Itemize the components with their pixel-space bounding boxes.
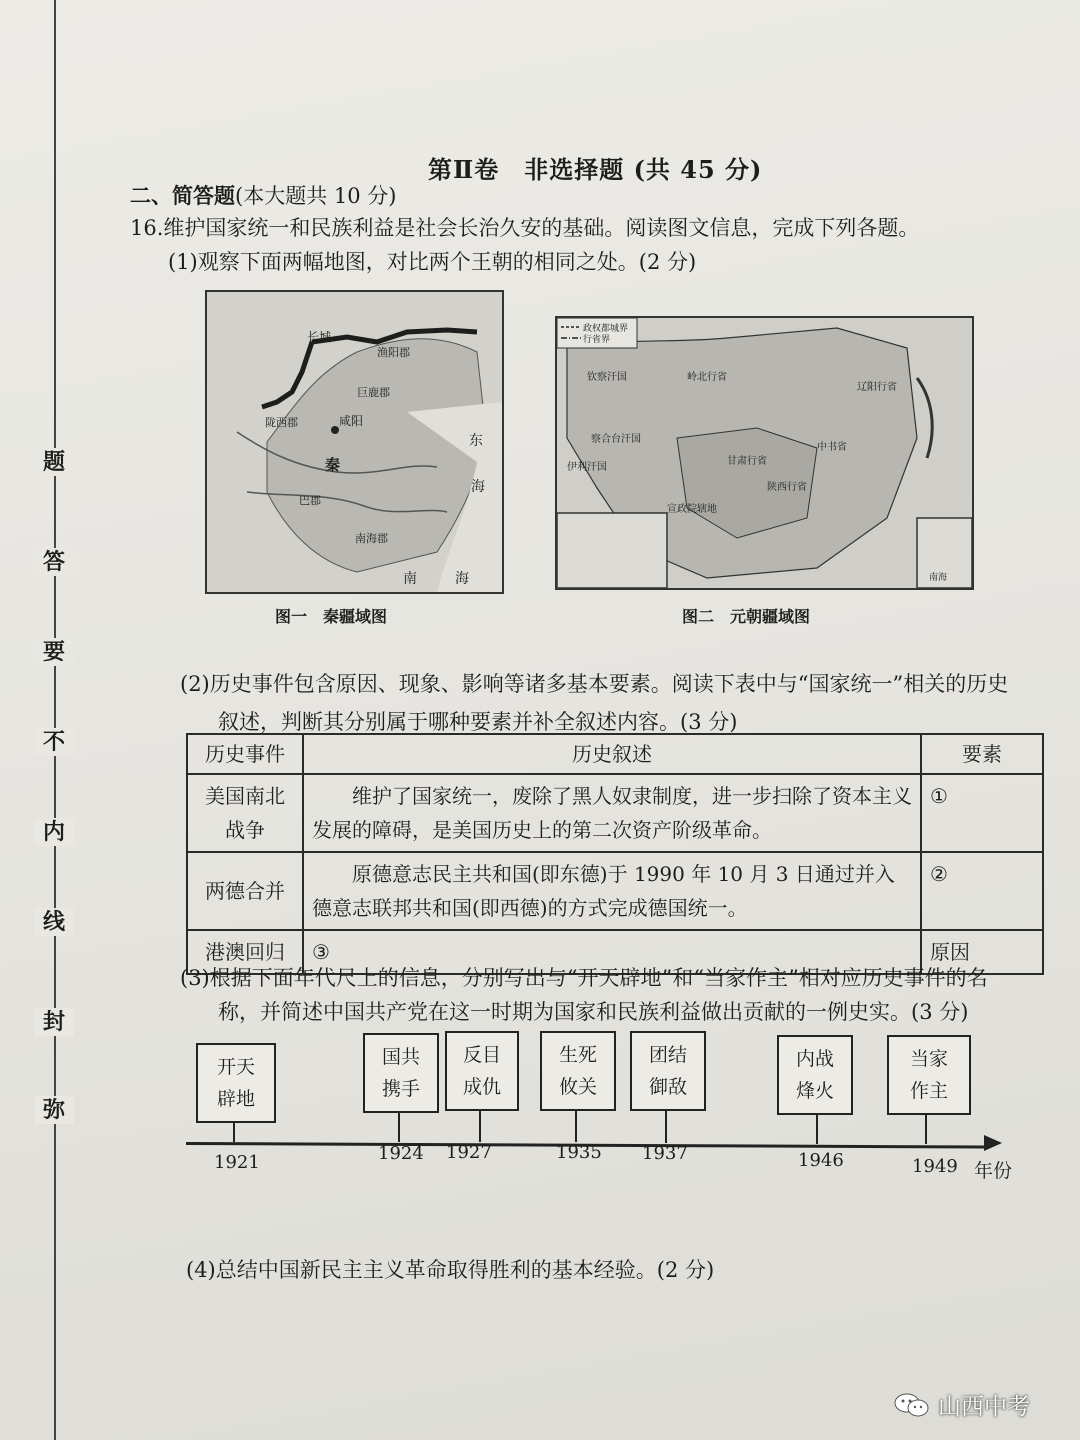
timeline-event-box	[630, 1031, 706, 1111]
timeline-year: 1946	[798, 1150, 844, 1171]
qin-territory-map	[205, 290, 504, 594]
timeline-stem	[398, 1111, 400, 1142]
narrative-cell: 维护了国家统一，废除了黑人奴隶制度，进一步扫除了资本主义发展的障碍，是美国历史上的第二次资产阶级革命。	[303, 774, 921, 852]
map1-label: 陇西郡	[265, 416, 298, 429]
margin-char: 要	[34, 638, 74, 666]
timeline-event-box	[196, 1043, 276, 1123]
timeline-event-text: 开天	[216, 1056, 255, 1078]
map1-label: 东	[469, 433, 483, 449]
map1-label: 南海郡	[355, 532, 388, 545]
map1-label: 秦	[325, 456, 341, 474]
question-16-part4: (4)总结中国新民主主义革命取得胜利的基本经验。(2 分)	[186, 1258, 715, 1282]
timeline-event-text: 成仇	[462, 1076, 501, 1098]
map2-label: 岭北行省	[687, 372, 727, 383]
paper-title: 第Ⅱ卷 非选择题 (共 45 分)	[428, 155, 763, 184]
table-row	[187, 852, 1043, 930]
map1-label: 海	[471, 479, 485, 495]
timeline-year: 1921	[214, 1152, 260, 1173]
map2-label: 辽阳行省	[857, 382, 897, 393]
map1-label: 巴郡	[299, 494, 321, 507]
watermark-text: 山西中考	[938, 1394, 1030, 1420]
timeline-event-text: 携手	[381, 1078, 420, 1100]
map2-label: 钦察汗国	[587, 372, 627, 383]
timeline-event-text: 团结	[648, 1044, 687, 1066]
question-16-stem: 16.维护国家统一和民族利益是社会长治久安的基础。阅读图文信息，完成下列各题。	[130, 216, 920, 240]
timeline-event-text: 反目	[462, 1044, 501, 1066]
map1-label: 咸阳	[339, 414, 364, 428]
map1-label: 南	[403, 571, 417, 587]
map2-legend-label: 政权都城界	[583, 324, 629, 334]
table-header-row	[187, 734, 1043, 774]
narrative-cell: 原德意志民主共和国(即东德)于 1990 年 10 月 3 日通过并入德意志联邦共和国(即西德)的方式完成德国统一。	[303, 852, 921, 930]
map1-caption: 图一 秦疆域图	[275, 607, 388, 626]
margin-char: 内	[34, 818, 74, 846]
table-header: 历史事件	[187, 734, 303, 774]
timeline-event-box	[445, 1031, 519, 1111]
margin-char: 不	[34, 728, 74, 756]
margin-char: 线	[34, 908, 74, 936]
timeline-unit-label: 年份	[974, 1160, 1013, 1182]
map1-label: 渔阳郡	[377, 346, 410, 359]
timeline-event-box	[540, 1031, 616, 1111]
timeline-event-text: 国共	[381, 1046, 420, 1068]
section-title: 二、简答题	[130, 183, 235, 208]
timeline-year: 1935	[556, 1142, 602, 1163]
element-cell: ②	[921, 852, 1043, 930]
question-16-part3-line2: 称，并简述中国共产党在这一时期为国家和民族利益做出贡献的一例史实。(3 分)	[218, 1000, 969, 1024]
wechat-icon	[893, 1392, 931, 1418]
timeline-event-text: 生死	[558, 1044, 597, 1066]
timeline-event-box	[887, 1035, 971, 1115]
question-16-part1: (1)观察下面两幅地图，对比两个王朝的相同之处。(2 分)	[168, 250, 697, 274]
timeline-year: 1949	[912, 1156, 958, 1177]
section-note: (本大题共 10 分)	[235, 184, 397, 208]
map2-legend-label: 行省界	[583, 335, 611, 345]
map2-label: 陕西行省	[767, 482, 807, 493]
timeline-stem	[233, 1121, 235, 1142]
history-events-table	[186, 733, 1044, 975]
map2-label: 察合台汗国	[591, 434, 641, 445]
timeline-event-text: 攸关	[558, 1076, 597, 1098]
binding-line	[54, 0, 56, 1440]
table-header: 要素	[921, 734, 1043, 774]
map2-label: 宣政院辖地	[667, 504, 717, 515]
question-16-part2-line1: (2)历史事件包含原因、现象、影响等诸多基本要素。阅读下表中与“国家统一”相关的历史	[180, 672, 1009, 696]
timeline-event-box	[363, 1033, 439, 1113]
map1-label: 海	[455, 571, 469, 587]
narrative-cell: ③	[303, 930, 921, 974]
timeline-event-text: 辟地	[216, 1088, 255, 1110]
margin-char: 答	[34, 548, 74, 576]
timeline-year: 1937	[642, 1143, 688, 1164]
table-header: 历史叙述	[303, 734, 921, 774]
timeline-arrow-icon	[984, 1135, 1002, 1151]
section-heading	[130, 180, 396, 210]
table-row	[187, 774, 1043, 852]
map1-label: 巨鹿郡	[357, 386, 390, 399]
timeline-event-text: 作主	[909, 1080, 948, 1102]
timeline-event-text: 内战	[795, 1048, 834, 1070]
map2-label: 南海	[929, 573, 948, 583]
qin-map-graphic	[207, 292, 502, 592]
timeline-stem	[816, 1113, 818, 1144]
timeline-event-text: 烽火	[795, 1080, 834, 1102]
timeline-event-box	[777, 1035, 853, 1115]
map2-label: 甘肃行省	[727, 456, 767, 467]
event-cell: 港澳回归	[187, 930, 303, 974]
event-cell: 两德合并	[187, 852, 303, 930]
timeline-event-text: 御敌	[648, 1076, 687, 1098]
yuan-territory-map	[555, 316, 974, 590]
map1-label: 长城	[307, 330, 332, 344]
map2-label: 中书省	[817, 442, 847, 453]
element-cell: ①	[921, 774, 1043, 852]
timeline-year: 1927	[446, 1142, 492, 1163]
margin-char: 封	[34, 1008, 74, 1036]
map2-label: 伊利汗国	[567, 462, 607, 473]
margin-char: 弥	[34, 1096, 74, 1124]
question-16-part3-line1: (3)根据下面年代尺上的信息，分别写出与“开天辟地”和“当家作主”相对应历史事件的名	[180, 966, 988, 990]
timeline-stem	[479, 1109, 481, 1142]
timeline-event-text: 当家	[909, 1048, 948, 1070]
event-cell: 美国南北战争	[187, 774, 303, 852]
margin-char: 题	[34, 448, 74, 476]
timeline-year: 1924	[378, 1143, 424, 1164]
element-cell: 原因	[921, 930, 1043, 974]
timeline-stem	[925, 1113, 927, 1144]
timeline-stem	[665, 1109, 667, 1143]
map2-caption: 图二 元朝疆域图	[682, 607, 811, 626]
question-16-part2-line2: 叙述，判断其分别属于哪种要素并补全叙述内容。(3 分)	[218, 710, 738, 734]
timeline-stem	[575, 1109, 577, 1142]
